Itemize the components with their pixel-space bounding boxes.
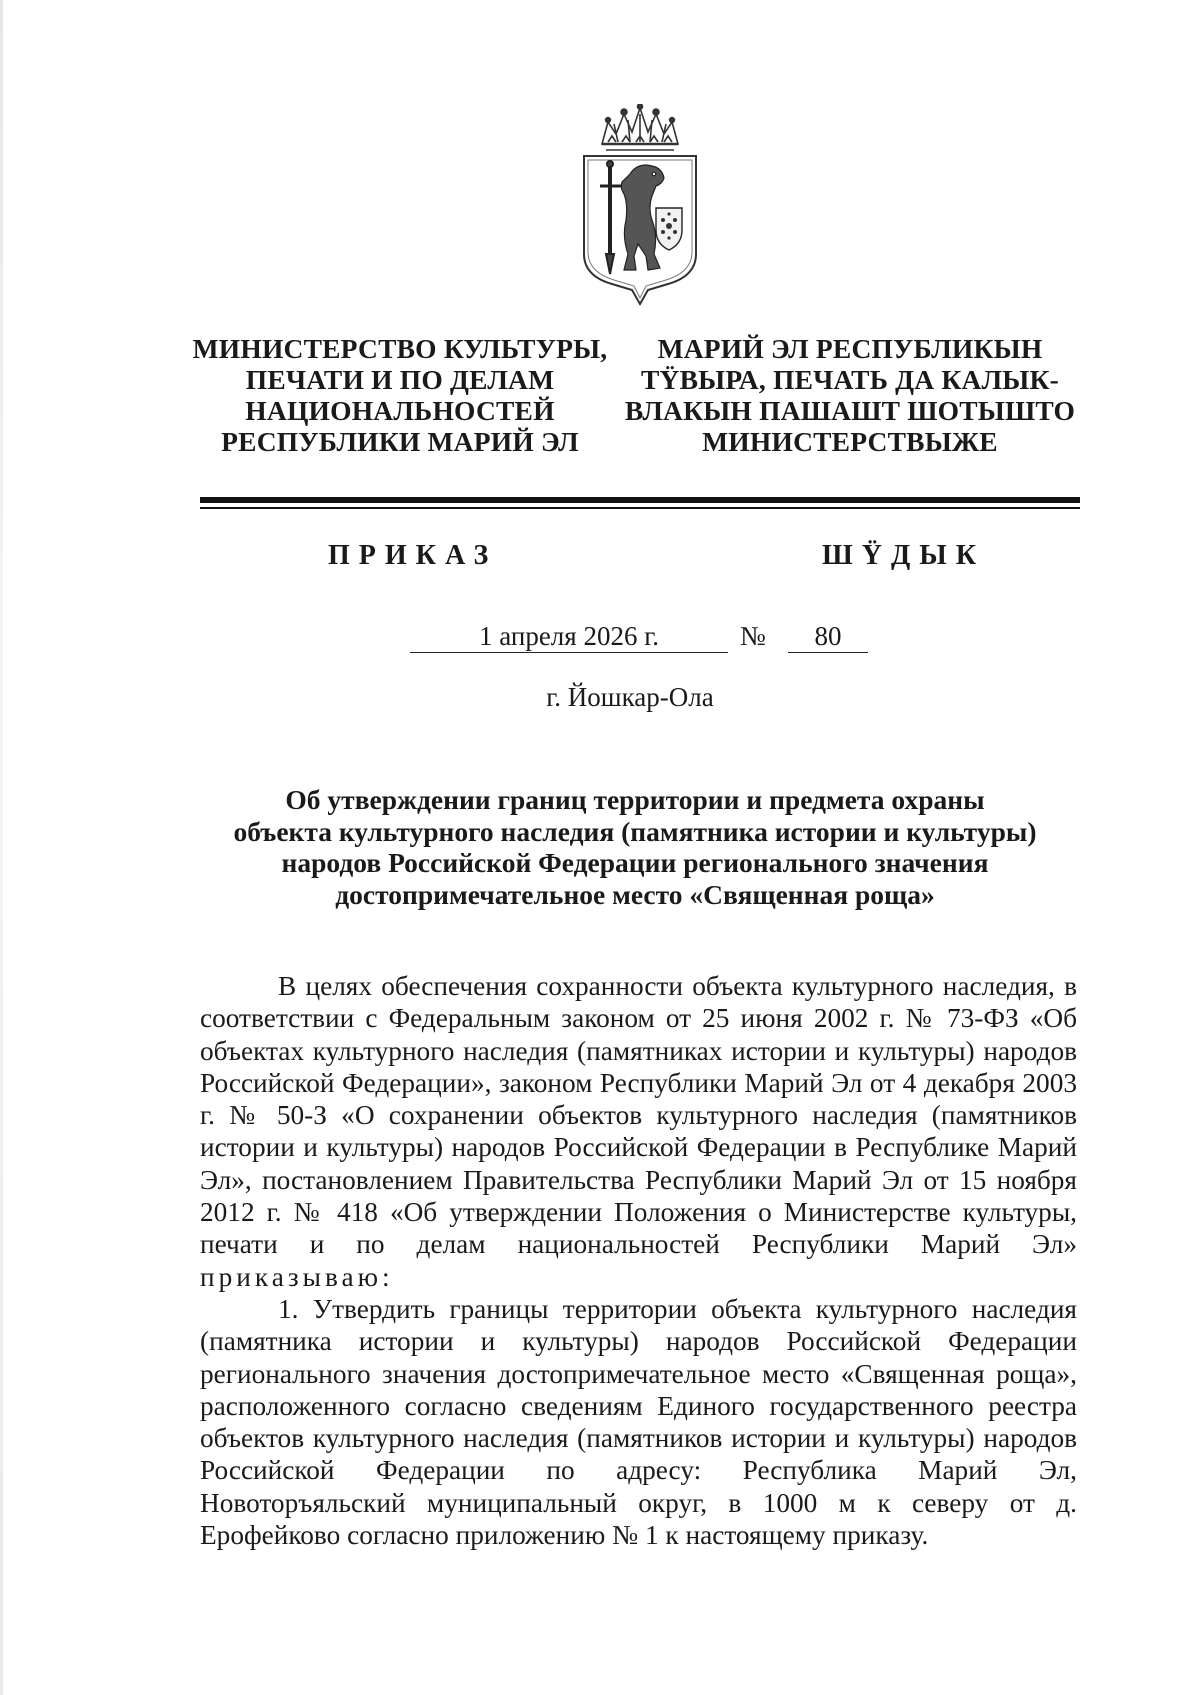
document-type-mari: ШŸДЫК [822,540,986,571]
document-title [200,784,1070,910]
org-mari-line: МИНИСТЕРСТВЫЖЕ [702,426,998,457]
coat-of-arms-icon [578,104,702,309]
title-line: народов Российской Федерации регионального значения [281,847,989,878]
org-ru-line: РЕСПУБЛИКИ МАРИЙ ЭЛ [221,426,579,457]
document-date: 1 апреля 2026 г. [410,620,728,653]
title-line: объекта культурного наследия (памятника истории и культуры) [233,815,1037,847]
org-mari-line: ТŸВЫРА, ПЕЧАТЬ ДА КАЛЫК- [640,364,1060,395]
header-divider-thick [200,497,1080,503]
title-line: достопримечательное место «Священная роща» [335,878,935,910]
document-number: 80 [788,620,868,653]
org-mari-line: МАРИЙ ЭЛ РЕСПУБЛИКЫН [657,333,1043,364]
organization-name-russian [180,333,620,457]
preamble-text: В целях обеспечения сохранности объекта культурного наследия, в соответствии с Федеральным законом от 25 июня 2002 г. № 73-ФЗ «Об объектах культурного наследия (памятниках истории и культуры) народов Российской Федерации», законом Республики Марий Эл от 4 декабря 2003 г. № 50-З «О сохранении объектов культурного наследия (памятников истории и культуры) народов Российской Федерации в Республике Марий Эл», постановлением Правительства Республики Марий Эл от 15 ноября 2012 г. № 418 «Об утверждении Положения о Министерстве культуры, печати и по делам национальностей Республики Марий Эл» [200,971,1077,1260]
order-word: приказываю: [200,1261,394,1292]
organization-name-mari [620,333,1080,457]
header-divider-thin [200,507,1080,509]
title-line: Об утверждении границ территории и предмета охраны [285,784,985,815]
document-city: г. Йошкар-Ола [546,682,714,712]
preamble-paragraph [200,970,1077,1293]
org-mari-line: ВЛАКЫН ПАШАШТ ШОТЫШТО [624,395,1076,426]
item-1-paragraph: 1. Утвердить границы территории объекта культурного наследия (памятника истории и культуры) народов Российской Федерации регионального значения достопримечательное место «Священная роща», расположенного согласно сведениям Единого государственного реестра объектов культурного наследия (памятников истории и культуры) народов Российской Федерации по адресу: Республика Марий Эл, Новоторъяльский муниципальный округ, в 1000 м к северу от д. Ерофейково согласно приложению № 1 к настоящему приказу. [200,1293,1077,1551]
document-type-russian: ПРИКАЗ [328,540,498,571]
document-body [200,970,1077,1551]
number-sign: № [740,621,766,651]
org-ru-line: ПЕЧАТИ И ПО ДЕЛАМ [245,364,555,395]
org-ru-line: НАЦИОНАЛЬНОСТЕЙ [245,395,555,426]
org-ru-line: МИНИСТЕРСТВО КУЛЬТУРЫ, [192,333,608,364]
scan-edge [0,0,3,1695]
